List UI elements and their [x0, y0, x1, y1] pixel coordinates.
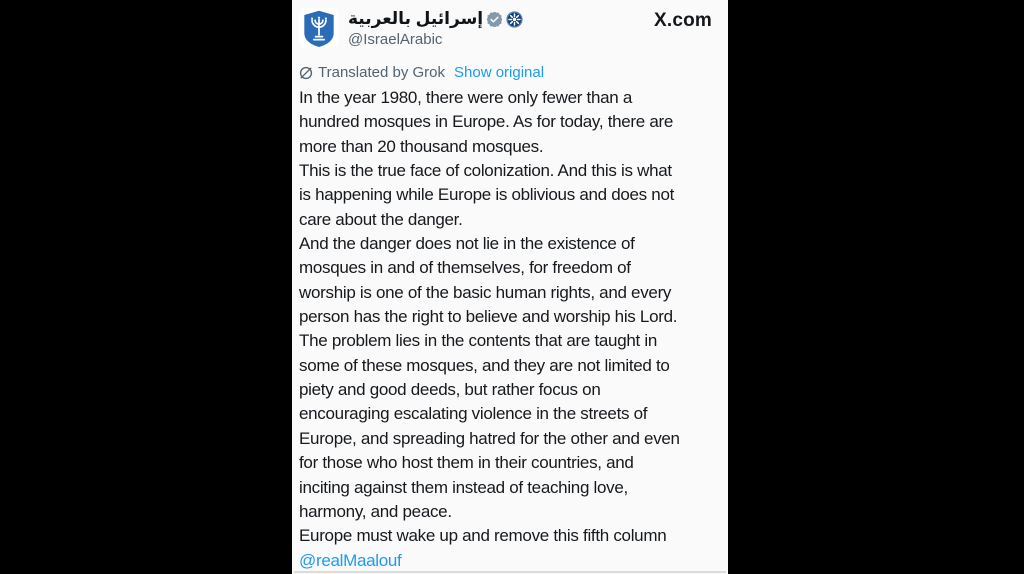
tweet-text-line: for those who host them in their countries, and: [299, 453, 634, 473]
grok-translate-icon: [299, 66, 313, 80]
tweet-text-line: mosques in and of themselves, for freedom of: [299, 258, 631, 278]
tweet-header: [299, 8, 720, 49]
tweet-text-line: inciting against them instead of teaching love,: [299, 477, 628, 497]
identity-column: [348, 8, 523, 49]
tweet-text-line: some of these mosques, and they are not limited to: [299, 355, 670, 375]
tweet-text-line: piety and good deeds, but rather focus on: [299, 380, 601, 400]
tweet-text-line: person has the right to believe and worship his Lord.: [299, 307, 678, 327]
tweet-text-line: Europe must wake up and remove this fifth column: [299, 526, 667, 546]
tweet-text-line: more than 20 thousand mosques.: [299, 136, 544, 156]
mention-link[interactable]: @realMaalouf: [299, 550, 402, 570]
affiliate-emblem-icon: [506, 11, 523, 28]
show-original-link[interactable]: Show original: [454, 64, 545, 81]
name-row: [348, 9, 523, 29]
tweet-text-line: This is the true face of colonization. And this is what: [299, 161, 672, 181]
tweet-text-line: And the danger does not lie in the existence of: [299, 234, 635, 254]
verified-checkmark-icon: [487, 12, 502, 27]
israel-emblem-icon: [301, 9, 337, 47]
tweet-text-line: The problem lies in the contents that are taught in: [299, 331, 657, 351]
tweet-text-line: encouraging escalating violence in the streets of: [299, 404, 648, 424]
tweet-text-line: care about the danger.: [299, 209, 463, 229]
tweet-text-line: Europe, and spreading hatred for the other and even: [299, 428, 680, 448]
translation-bar: [299, 64, 720, 81]
tweet-text-line: In the year 1980, there were only fewer than a: [299, 88, 633, 107]
tweet-text-line: hundred mosques in Europe. As for today, there are: [299, 112, 674, 132]
display-name[interactable]: إسرائيل بالعربية: [348, 9, 484, 28]
attachment-top-edge-divider: [294, 571, 726, 573]
tweet-text-line: is happening while Europe is oblivious and does not: [299, 185, 675, 205]
translated-by-label: Translated by Grok: [318, 64, 445, 81]
tweet-body: [299, 86, 720, 573]
tweet-text-line: worship is one of the basic human rights, and every: [299, 282, 672, 302]
user-block: [299, 8, 523, 49]
site-label: X.com: [653, 10, 712, 31]
tweet-text-line: harmony, and peace.: [299, 501, 452, 521]
tweet-card: [292, 0, 728, 574]
avatar[interactable]: [299, 8, 339, 48]
user-handle[interactable]: @IsraelArabic: [348, 31, 443, 48]
